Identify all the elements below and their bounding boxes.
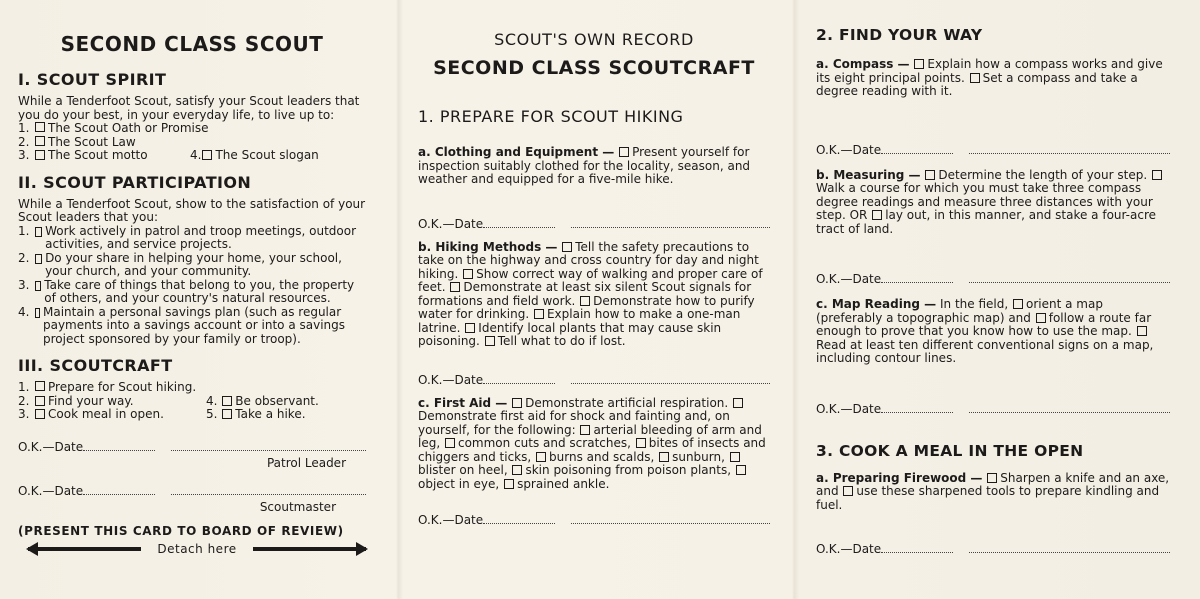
date-field[interactable] bbox=[483, 383, 555, 384]
checkbox[interactable] bbox=[1013, 299, 1023, 309]
list-item: 3. Cook meal in open. bbox=[18, 407, 164, 421]
record-subtitle: SCOUT'S OWN RECORD bbox=[494, 30, 694, 49]
list-item: 3. Take care of things that belong to you, the property of others, and your country's natural resources. bbox=[18, 277, 355, 305]
list-row bbox=[18, 395, 366, 409]
ok-date-line: O.K.—Date bbox=[816, 272, 1170, 286]
checkbox[interactable] bbox=[1036, 313, 1046, 323]
scout-spirit-heading: I. SCOUT SPIRIT bbox=[18, 70, 167, 89]
list-item: 2. Do your share in helping your home, your school, your church, and your community. bbox=[18, 250, 342, 278]
checkbox[interactable] bbox=[35, 308, 40, 318]
checkbox[interactable] bbox=[1152, 170, 1162, 180]
list-item: 4. Maintain a personal savings plan (such as regular payments into a savings account or into a savings project sponsored by your family or troop). bbox=[18, 304, 345, 346]
requirement-compass: a. Compass — Explain how a compass works and give its eight principal points. Set a compass and take a degree reading with it. bbox=[816, 57, 1163, 98]
checkbox[interactable] bbox=[580, 425, 590, 435]
checkbox[interactable] bbox=[512, 465, 522, 475]
requirement-map-reading: c. Map Reading — In the field, orient a map (preferably a topographic map) and follow a route far enough to prove that you know how to use the map. Read at least ten different conventional signs on a map, including contour lines. bbox=[816, 297, 1154, 365]
ok-date-line: O.K.—Date bbox=[18, 484, 366, 498]
card-title: SECOND CLASS SCOUT bbox=[60, 32, 324, 56]
checkbox[interactable] bbox=[1137, 326, 1147, 336]
panel-second-class-scout bbox=[0, 0, 396, 599]
signature-field[interactable] bbox=[571, 523, 770, 524]
detach-line: Detach here bbox=[18, 542, 366, 556]
list-item: 2. Find your way. bbox=[18, 393, 134, 408]
section-cook-meal: 3. COOK A MEAL IN THE OPEN bbox=[816, 441, 1084, 460]
ok-date-line: O.K.—Date bbox=[18, 440, 366, 454]
signature-field[interactable] bbox=[969, 282, 1170, 283]
scoutmaster-label: Scoutmaster bbox=[259, 499, 336, 514]
arrow-right-icon bbox=[253, 547, 366, 551]
signature-field[interactable] bbox=[969, 552, 1170, 553]
checkbox[interactable] bbox=[636, 438, 646, 448]
list-item: 4. The Scout slogan bbox=[190, 148, 319, 162]
checkbox[interactable] bbox=[970, 73, 980, 83]
checkbox[interactable] bbox=[35, 150, 45, 160]
ok-date-line: O.K.—Date bbox=[418, 217, 770, 231]
date-field[interactable] bbox=[881, 153, 953, 154]
date-field[interactable] bbox=[483, 227, 555, 228]
checkbox[interactable] bbox=[35, 281, 41, 291]
checkbox[interactable] bbox=[512, 398, 522, 408]
requirement-measuring: b. Measuring — Determine the length of your step. Walk a course for which you must take three compass degree readings and measure three distances with your step. OR lay out, in this manner, and stake a four-acre tract of land. bbox=[816, 169, 1170, 237]
list-item: 5. Take a hike. bbox=[206, 407, 306, 421]
scout-participation-heading: II. SCOUT PARTICIPATION bbox=[18, 172, 252, 192]
ok-date-line: O.K.—Date bbox=[418, 513, 770, 527]
section-find-your-way: 2. FIND YOUR WAY bbox=[816, 26, 983, 44]
checkbox[interactable] bbox=[914, 59, 924, 69]
checkbox[interactable] bbox=[733, 398, 743, 408]
checkbox[interactable] bbox=[35, 409, 45, 419]
patrol-leader-label: Patrol Leader bbox=[266, 455, 346, 470]
checkbox[interactable] bbox=[925, 170, 935, 180]
date-field[interactable] bbox=[483, 523, 555, 524]
date-field[interactable] bbox=[881, 412, 953, 413]
checkbox[interactable] bbox=[534, 309, 544, 319]
ok-date-line: O.K.—Date bbox=[816, 542, 1170, 556]
checkbox[interactable] bbox=[35, 227, 42, 237]
checkbox[interactable] bbox=[485, 336, 495, 346]
requirement-firewood: a. Preparing Firewood — Sharpen a knife and an axe, and use these sharpened tools to prepare kindling and fuel. bbox=[816, 470, 1170, 512]
checkbox[interactable] bbox=[35, 381, 45, 391]
requirement-clothing: a. Clothing and Equipment — Present yourself for inspection suitably clothed for the locality, season, and weather and equipped for a five-mile hike. bbox=[418, 145, 751, 186]
signature-field[interactable] bbox=[969, 412, 1170, 413]
date-field[interactable] bbox=[83, 450, 155, 451]
checkbox[interactable] bbox=[736, 465, 746, 475]
checkbox[interactable] bbox=[619, 147, 629, 157]
requirement-hiking-methods: b. Hiking Methods — Tell the safety precautions to take on the highway and cross country for day and night hiking. Show correct way of walking and proper care of feet. Demonstrate at least six silent Scout signals for formations and field work. Demonstrate how to purify water for drinking. Explain how to make a one-man latrine. Identify local plants that may cause skin poisoning. Tell what to do if lost. bbox=[418, 239, 763, 348]
checkbox[interactable] bbox=[504, 479, 514, 489]
ok-date-line: O.K.—Date bbox=[816, 402, 1170, 416]
list-item: 1. Prepare for Scout hiking. bbox=[18, 380, 197, 394]
signature-field[interactable] bbox=[571, 383, 770, 384]
ok-date-line: O.K.—Date bbox=[816, 143, 1170, 157]
checkbox[interactable] bbox=[580, 296, 590, 306]
arrow-left-icon bbox=[28, 547, 141, 551]
checkbox[interactable] bbox=[35, 254, 42, 264]
list-item: 1. The Scout Oath or Promise bbox=[18, 121, 209, 135]
checkbox[interactable] bbox=[987, 473, 997, 483]
list-item: 2. The Scout Law bbox=[18, 134, 136, 149]
scout-spirit-intro: While a Tenderfoot Scout, satisfy your Scout leaders that you do your best, in your everyday life, to live up to: bbox=[18, 94, 360, 122]
signature-field[interactable] bbox=[171, 494, 366, 495]
list-item: 3. The Scout motto bbox=[18, 148, 148, 162]
checkbox[interactable] bbox=[222, 396, 232, 406]
date-field[interactable] bbox=[881, 282, 953, 283]
checkbox[interactable] bbox=[463, 269, 473, 279]
checkbox[interactable] bbox=[222, 409, 232, 419]
scoutcraft-heading: III. SCOUTCRAFT bbox=[18, 356, 173, 375]
requirement-first-aid: c. First Aid — Demonstrate artificial respiration. Demonstrate first aid for shock and fainting and, on yourself, for the following: arterial bleeding of arm and leg, common cuts and scratches, bites of insects and chiggers and ticks, burns and scalds, sunburn, blister on heel, skin poisoning from poison plants, object in eye, sprained ankle. bbox=[418, 395, 766, 491]
panel-find-your-way bbox=[796, 0, 1200, 599]
checkbox[interactable] bbox=[562, 242, 572, 252]
list-item: 4. Be observant. bbox=[206, 393, 319, 408]
section-prepare-hiking: 1. PREPARE FOR SCOUT HIKING bbox=[418, 107, 684, 126]
list-row bbox=[18, 149, 366, 163]
date-field[interactable] bbox=[83, 494, 155, 495]
checkbox[interactable] bbox=[202, 150, 212, 160]
signature-field[interactable] bbox=[171, 450, 366, 451]
checkbox[interactable] bbox=[465, 323, 475, 333]
signature-field[interactable] bbox=[571, 227, 770, 228]
checkbox[interactable] bbox=[872, 210, 882, 220]
list-row bbox=[18, 408, 366, 422]
checkbox[interactable] bbox=[35, 136, 45, 146]
panel-second-class-scoutcraft bbox=[398, 0, 794, 599]
checkbox[interactable] bbox=[730, 452, 740, 462]
present-card-notice: (PRESENT THIS CARD TO BOARD OF REVIEW) bbox=[18, 523, 344, 538]
checkbox[interactable] bbox=[659, 452, 669, 462]
checkbox[interactable] bbox=[35, 122, 45, 132]
signature-field[interactable] bbox=[969, 153, 1170, 154]
scoutcraft-title: SECOND CLASS SCOUTCRAFT bbox=[433, 57, 755, 79]
scout-participation-intro: While a Tenderfoot Scout, show to the satisfaction of your Scout leaders that you: bbox=[18, 196, 366, 224]
checkbox[interactable] bbox=[35, 396, 45, 406]
checkbox[interactable] bbox=[445, 438, 455, 448]
list-item: 1. Work actively in patrol and troop meetings, outdoor activities, and service projects. bbox=[18, 223, 357, 251]
checkbox[interactable] bbox=[843, 486, 853, 496]
ok-date-line: O.K.—Date bbox=[418, 373, 770, 387]
date-field[interactable] bbox=[881, 552, 953, 553]
checkbox[interactable] bbox=[450, 282, 460, 292]
checkbox[interactable] bbox=[536, 452, 546, 462]
